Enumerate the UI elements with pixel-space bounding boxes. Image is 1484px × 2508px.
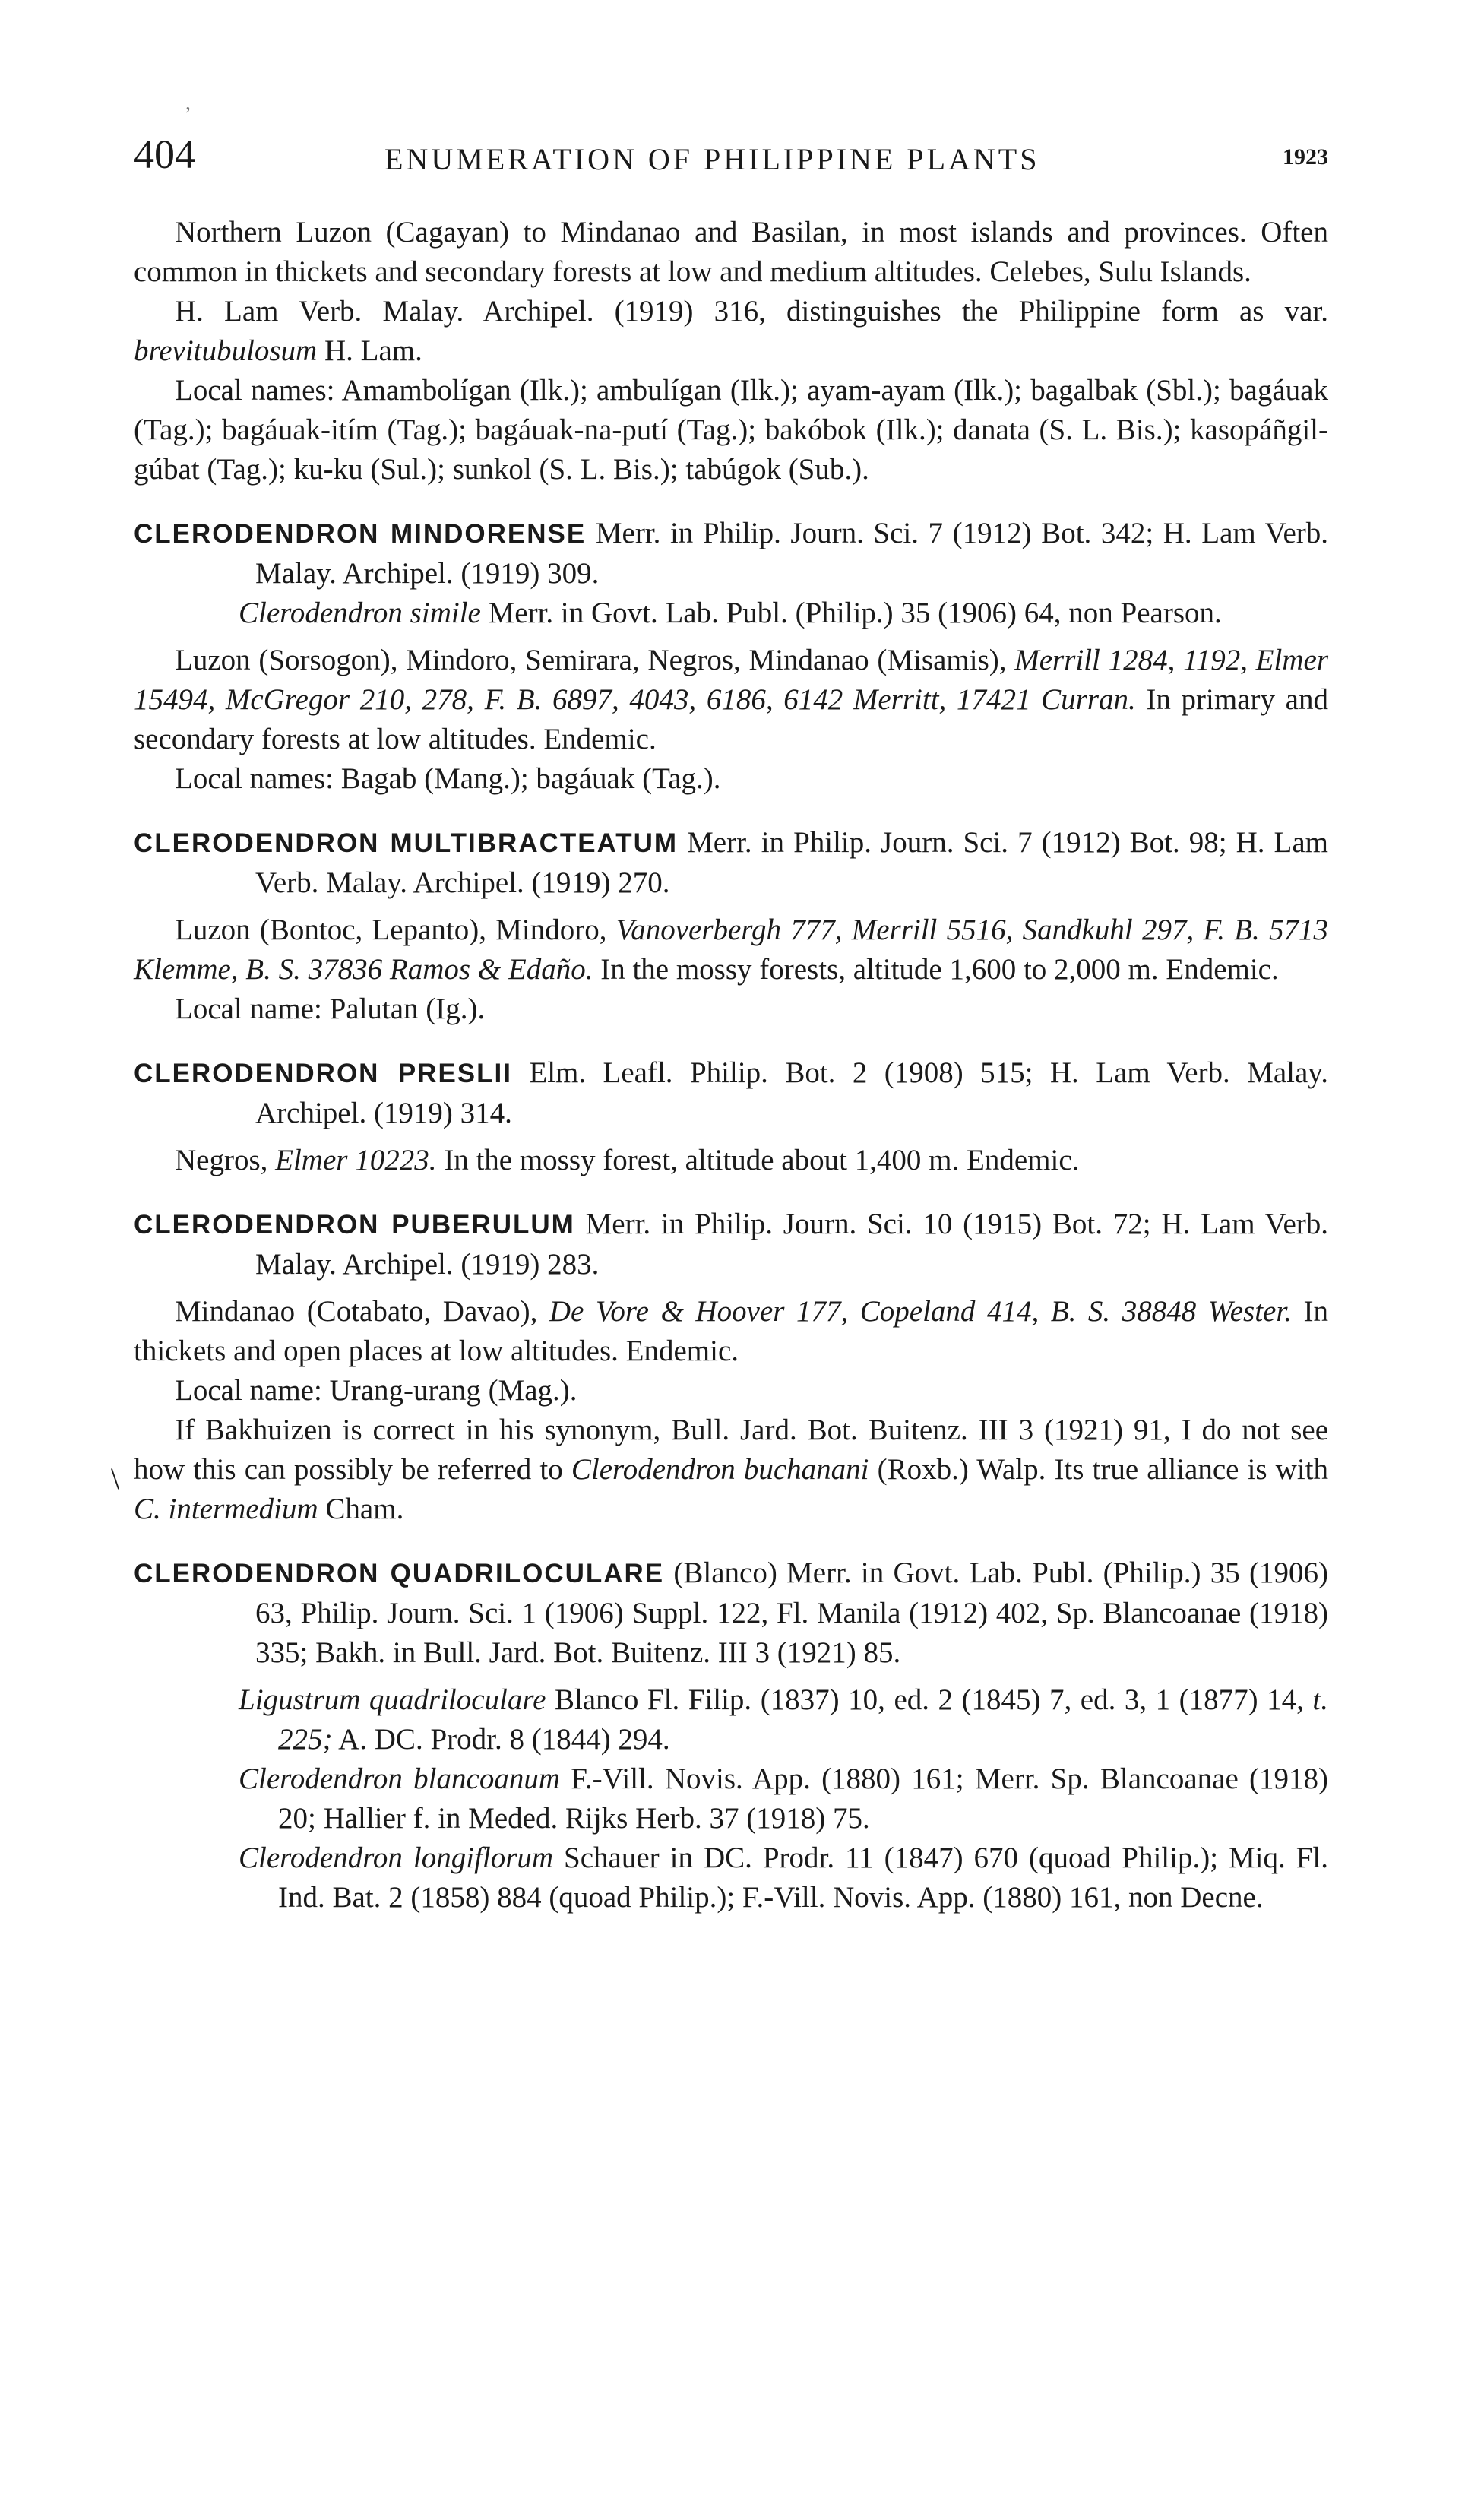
species-mindorense	[134, 514, 1328, 594]
distribution: Luzon (Sorsogon), Mindoro, Semirara, Negros, Mindanao (Misamis), Merrill 1284, 1192, Elmer 15494, McGregor 210, 278, F. B. 6897, 4043, 6186, 6142 Merritt, 17421 Curran. In primary and secondary forests at low altitudes. Endemic.	[134, 644, 1328, 755]
species-preslii	[134, 1053, 1328, 1133]
synonym: Ligustrum quadriloculare Blanco Fl. Filip. (1837) 10, ed. 2 (1845) 7, ed. 3, 1 (1877) 14, t. 225; A. DC. Prodr. 8 (1844) 294.	[239, 1683, 1328, 1756]
intro-lam-note: H. Lam Verb. Malay. Archipel. (1919) 316, distinguishes the Philippine form as var. brevitubulosum H. Lam.	[134, 295, 1328, 367]
citation: Merr. in Philip. Journ. Sci. 10 (1915) Bot. 72; H. Lam Verb. Malay. Archipel. (1919) 283.	[255, 1208, 1328, 1281]
species-name: CLERODENDRON PUBERULUM	[134, 1210, 575, 1240]
species-name: CLERODENDRON MINDORENSE	[134, 519, 587, 549]
local-name: Local name: Urang-urang (Mag.).	[175, 1374, 577, 1407]
citation: Merr. in Philip. Journ. Sci. 7 (1912) Bot. 342; H. Lam Verb. Malay. Archipel. (1919) 309.	[255, 517, 1328, 590]
local-name: Local name: Palutan (Ig.).	[175, 993, 486, 1025]
synonym: Clerodendron longiflorum Schauer in DC. Prodr. 11 (1847) 670 (quoad Philip.); Miq. Fl. Ind. Bat. 2 (1858) 884 (quoad Philip.); F.-Vill. Novis. App. (1880) 161, non Decne.	[239, 1841, 1329, 1914]
species-multibracteatum	[134, 823, 1328, 903]
citation: (Blanco) Merr. in Govt. Lab. Publ. (Philip.) 35 (1906) 63, Philip. Journ. Sci. 1 (1906) Suppl. 122, Fl. Manila (1912) 402, Sp. Blancoanae (1918) 335; Bakh. in Bull. Jard. Bot. Buitenz. III 3 (1921) 85.	[255, 1556, 1328, 1669]
distribution: Luzon (Bontoc, Lepanto), Mindoro, Vanoverbergh 777, Merrill 5516, Sandkuhl 297, F. B. 5713 Klemme, B. S. 37836 Ramos & Edaño. In the mossy forests, altitude 1,600 to 2,000 m. Endemic.	[134, 914, 1329, 986]
stray-mark: ,	[185, 91, 191, 115]
page-number: 404	[134, 131, 195, 177]
species-quadriloculare	[134, 1553, 1328, 1673]
local-names: Local names: Bagab (Mang.); bagáuak (Tag.).	[175, 762, 721, 795]
page-header	[134, 131, 1328, 185]
year: 1923	[1283, 144, 1328, 169]
margin-mark: \	[111, 1461, 120, 1496]
species-name: CLERODENDRON MULTIBRACTEATUM	[134, 828, 679, 858]
distribution: Negros, Elmer 10223. In the mossy forest, altitude about 1,400 m. Endemic.	[175, 1144, 1080, 1176]
synonymy-note: If Bakhuizen is correct in his synonym, Bull. Jard. Bot. Buitenz. III 3 (1921) 91, I do not see how this can possibly be referred to Clerodendron buchanani (Roxb.) Walp. Its true alliance is with C. intermedium Cham.	[134, 1414, 1329, 1525]
species-name: CLERODENDRON QUADRILOCULARE	[134, 1559, 665, 1588]
citation: Elm. Leafl. Philip. Bot. 2 (1908) 515; H. Lam Verb. Malay. Archipel. (1919) 314.	[255, 1056, 1329, 1129]
intro-local-names: Local names: Amambolígan (Ilk.); ambulígan (Ilk.); ayam-ayam (Ilk.); bagalbak (Sbl.); bagáuak (Tag.); bagáuak-itím (Tag.); bagáuak-na-putí (Tag.); bakóbok (Ilk.); danata (S. L. Bis.); kasopáñgil-gúbat (Tag.); ku-ku (Sul.); sunkol (S. L. Bis.); tabúgok (Sub.).	[134, 374, 1328, 486]
running-title: ENUMERATION OF PHILIPPINE PLANTS	[384, 142, 1040, 176]
synonym: Clerodendron blancoanum F.-Vill. Novis. App. (1880) 161; Merr. Sp. Blancoanae (1918) 20; Hallier f. in Meded. Rijks Herb. 37 (1918) 75.	[239, 1762, 1328, 1835]
variety-name: brevitubulosum	[134, 334, 318, 367]
page-body	[134, 213, 1328, 1917]
species-name: CLERODENDRON PRESLII	[134, 1059, 512, 1088]
synonym: Clerodendron simile Merr. in Govt. Lab. Publ. (Philip.) 35 (1906) 64, non Pearson.	[239, 597, 1222, 629]
distribution: Mindanao (Cotabato, Davao), De Vore & Hoover 177, Copeland 414, B. S. 38848 Wester. In thickets and open places at low altitudes. Endemic.	[134, 1295, 1329, 1367]
citation: Merr. in Philip. Journ. Sci. 7 (1912) Bot. 98; H. Lam Verb. Malay. Archipel. (1919) 270.	[255, 826, 1328, 899]
intro-distribution: Northern Luzon (Cagayan) to Mindanao and Basilan, in most islands and proᴠinces. Often common in thickets and secondary forests at low and medium altitudes. Celebes, Sulu Islands.	[134, 216, 1328, 288]
species-puberulum	[134, 1205, 1328, 1284]
